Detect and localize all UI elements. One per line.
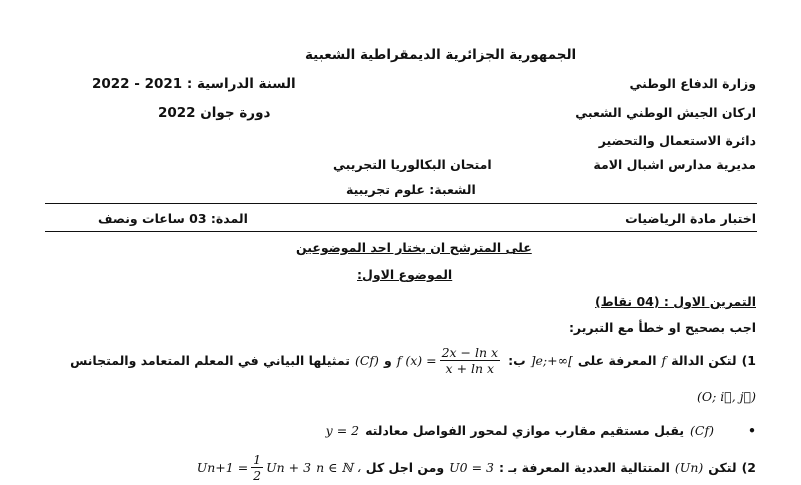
q2-rec-right: Un + 3 — [266, 460, 312, 475]
session-label: دورة جوان 2022 — [158, 105, 271, 121]
duration-label: المدة: 03 ساعات ونصف — [98, 211, 248, 226]
top-divider — [45, 203, 757, 204]
staff-label: اركان الجيش الوطني الشعبي — [575, 105, 756, 120]
ministry-label: وزارة الدفاع الوطني — [629, 76, 756, 91]
exam-title: امتحان البكالوريا التجريبي — [333, 157, 492, 172]
q1-domain: ]e;+∞[ — [530, 353, 573, 368]
q1-text-a: لتكن الدالة — [671, 353, 737, 368]
q2-n: n ∈ ℕ ، — [316, 460, 361, 475]
exercise-prompt: اجب بصحيح او خطأ مع التبرير: — [568, 320, 756, 335]
q2-rec-left: Un+1 = — [196, 460, 249, 475]
q1-text-b: المعرفة على — [577, 353, 657, 368]
q2-number: 2) — [741, 460, 756, 475]
exercise-title: التمرين الاول : (04 نقاط) — [595, 294, 756, 309]
directorate-label: مديرية مدارس اشبال الامة — [593, 157, 756, 172]
q1-function — [397, 345, 503, 376]
q2-un: (Un) — [674, 460, 704, 475]
q1-frame: (O; i⃗, j⃗) — [696, 389, 756, 404]
bullet-eq: y = 2 — [325, 423, 360, 438]
q1-fraction — [440, 345, 501, 376]
q1-and: و — [383, 353, 392, 368]
q2-u0: U0 = 3 — [449, 460, 494, 475]
q1-cf: (Cf) — [354, 353, 379, 368]
q1-numerator: 2x − ln x — [441, 345, 499, 360]
q1-number: 1) — [741, 353, 756, 368]
stream-label: الشعبة: علوم تجريبية — [346, 182, 476, 197]
q1-text-d: تمثيلها البياني في المعلم المتعامد والمتجانس — [70, 353, 350, 368]
q2-text-a: لتكن — [708, 460, 737, 475]
choose-instruction: على المترشح ان يختار احد الموضوعين — [296, 240, 532, 255]
bullet-text: يقبل مستقيم مقارب موازي لمحور الفواصل معادلته — [365, 423, 685, 438]
question-2 — [197, 452, 756, 483]
q1-text-c: ب: — [508, 353, 526, 368]
bullet-dot: • — [748, 423, 756, 438]
question-1 — [70, 345, 756, 376]
q2-fraction — [251, 452, 263, 483]
republic-title: الجمهورية الجزائرية الديمقراطية الشعبية — [305, 47, 577, 63]
bottom-divider — [45, 231, 757, 232]
q1-f: f — [661, 353, 667, 368]
q1-fx: f (x) = — [396, 353, 437, 368]
q2-text-b: المتتالية العددية المعرفة بـ : — [499, 460, 670, 475]
school-year: السنة الدراسية : 2021 - 2022 — [92, 76, 296, 92]
q1-denominator: x + ln x — [445, 361, 495, 376]
bullet-cf: (Cf) — [690, 423, 714, 438]
subject-label: اختبار مادة الرياضيات — [625, 211, 756, 226]
department-label: دائرة الاستعمال والتحضير — [598, 133, 756, 148]
q2-recurrence — [197, 452, 311, 483]
bullet-item — [326, 423, 756, 438]
topic-heading: الموضوع الاول: — [357, 267, 453, 282]
q2-rec-den: 2 — [253, 468, 262, 483]
q2-rec-num: 1 — [253, 452, 262, 467]
q2-text-c: ومن اجل كل — [365, 460, 445, 475]
